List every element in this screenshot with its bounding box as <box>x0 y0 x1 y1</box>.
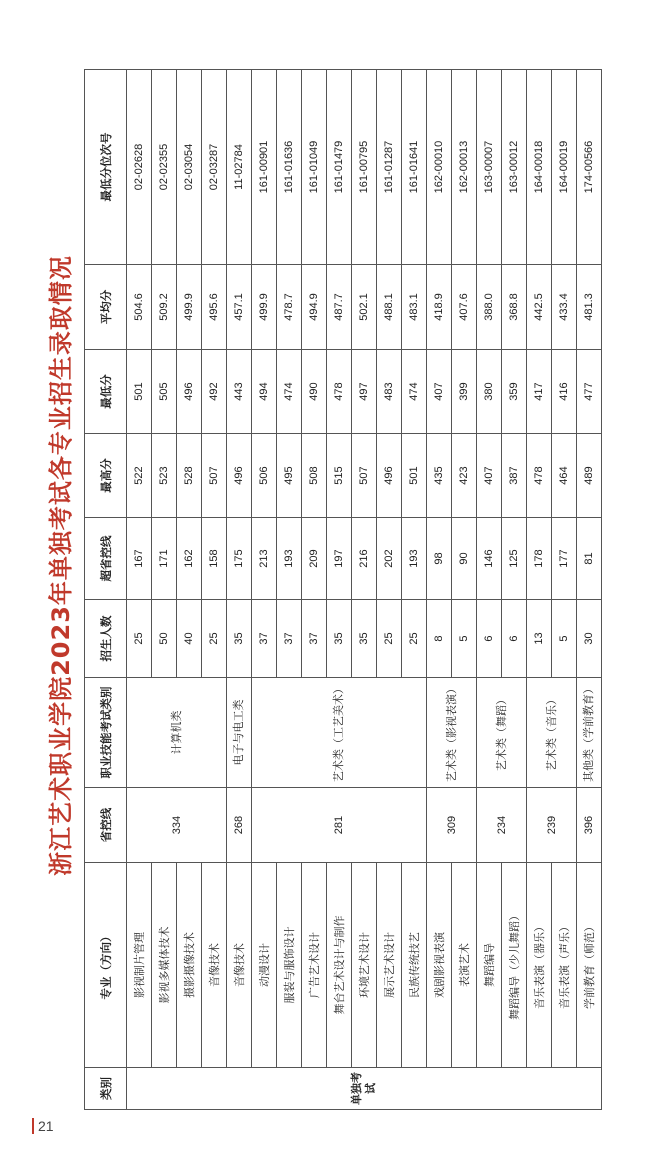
table-row <box>377 70 402 1110</box>
max-score-cell: 522 <box>127 434 152 518</box>
over-line-cell: 209 <box>302 518 327 600</box>
rank-cell: 11-02784 <box>227 70 252 265</box>
enroll-cell: 5 <box>452 600 477 678</box>
rank-cell: 162-00010 <box>427 70 452 265</box>
table-row <box>302 70 327 1110</box>
enroll-cell: 8 <box>427 600 452 678</box>
rank-cell: 161-00795 <box>352 70 377 265</box>
over-line-cell: 146 <box>477 518 502 600</box>
max-score-cell: 478 <box>527 434 552 518</box>
enroll-cell: 6 <box>477 600 502 678</box>
avg-score-cell: 502.1 <box>352 265 377 350</box>
avg-score-cell: 499.9 <box>252 265 277 350</box>
avg-score-cell: 509.2 <box>152 265 177 350</box>
rank-cell: 164-00018 <box>527 70 552 265</box>
over-line-cell: 125 <box>502 518 527 600</box>
table-row <box>277 70 302 1110</box>
max-score-cell: 508 <box>302 434 327 518</box>
avg-score-cell: 442.5 <box>527 265 552 350</box>
min-score-cell: 380 <box>477 350 502 434</box>
header-exam-type: 职业技能考试类别 <box>85 678 127 788</box>
major-cell: 戏剧影视表演 <box>427 863 452 1068</box>
over-line-cell: 213 <box>252 518 277 600</box>
major-cell: 影视多媒体技术 <box>152 863 177 1068</box>
min-score-cell: 478 <box>327 350 352 434</box>
table-row <box>552 70 577 1110</box>
avg-score-cell: 478.7 <box>277 265 302 350</box>
table-row <box>177 70 202 1110</box>
over-line-cell: 193 <box>402 518 427 600</box>
avg-score-cell: 481.3 <box>577 265 602 350</box>
rank-cell: 161-01636 <box>277 70 302 265</box>
table-row <box>577 70 602 1110</box>
enroll-cell: 5 <box>552 600 577 678</box>
over-line-cell: 193 <box>277 518 302 600</box>
max-score-cell: 489 <box>577 434 602 518</box>
max-score-cell: 496 <box>377 434 402 518</box>
avg-score-cell: 483.1 <box>402 265 427 350</box>
rank-cell: 164-00019 <box>552 70 577 265</box>
avg-score-cell: 495.6 <box>202 265 227 350</box>
major-cell: 舞蹈编导 <box>477 863 502 1068</box>
enroll-cell: 35 <box>352 600 377 678</box>
min-score-cell: 443 <box>227 350 252 434</box>
admission-table <box>84 69 602 1110</box>
control-line-cell: 396 <box>577 788 602 863</box>
major-cell: 舞蹈编导（少儿舞蹈） <box>502 863 527 1068</box>
major-cell: 影视制片管理 <box>127 863 152 1068</box>
max-score-cell: 501 <box>402 434 427 518</box>
max-score-cell: 515 <box>327 434 352 518</box>
min-score-cell: 483 <box>377 350 402 434</box>
avg-score-cell: 388.0 <box>477 265 502 350</box>
header-control-line: 省控线 <box>85 788 127 863</box>
enroll-cell: 25 <box>202 600 227 678</box>
table-row <box>427 70 452 1110</box>
over-line-cell: 177 <box>552 518 577 600</box>
table-row <box>527 70 552 1110</box>
enroll-cell: 25 <box>402 600 427 678</box>
avg-score-cell: 499.9 <box>177 265 202 350</box>
enroll-cell: 35 <box>227 600 252 678</box>
exam-type-cell: 艺术类（工艺美术） <box>252 678 427 788</box>
table-row <box>477 70 502 1110</box>
avg-score-cell: 488.1 <box>377 265 402 350</box>
exam-type-cell: 计算机类 <box>127 678 227 788</box>
rank-cell: 161-01479 <box>327 70 352 265</box>
enroll-cell: 37 <box>252 600 277 678</box>
avg-score-cell: 494.9 <box>302 265 327 350</box>
enroll-cell: 40 <box>177 600 202 678</box>
over-line-cell: 197 <box>327 518 352 600</box>
max-score-cell: 506 <box>252 434 277 518</box>
over-line-cell: 202 <box>377 518 402 600</box>
table-row <box>352 70 377 1110</box>
major-cell: 广告艺术设计 <box>302 863 327 1068</box>
enroll-cell: 25 <box>127 600 152 678</box>
major-cell: 表演艺术 <box>452 863 477 1068</box>
over-line-cell: 98 <box>427 518 452 600</box>
min-score-cell: 407 <box>427 350 452 434</box>
table-row <box>202 70 227 1110</box>
control-line-cell: 239 <box>527 788 577 863</box>
control-line-cell: 281 <box>252 788 427 863</box>
table-row <box>227 70 252 1110</box>
enroll-cell: 37 <box>302 600 327 678</box>
page-number: 21 <box>32 1118 54 1134</box>
enroll-cell: 25 <box>377 600 402 678</box>
min-score-cell: 474 <box>277 350 302 434</box>
header-max: 最高分 <box>85 434 127 518</box>
rank-cell: 163-00012 <box>502 70 527 265</box>
major-cell: 音乐表演（声乐） <box>552 863 577 1068</box>
avg-score-cell: 433.4 <box>552 265 577 350</box>
min-score-cell: 501 <box>127 350 152 434</box>
enroll-cell: 50 <box>152 600 177 678</box>
enroll-cell: 13 <box>527 600 552 678</box>
min-score-cell: 490 <box>302 350 327 434</box>
max-score-cell: 387 <box>502 434 527 518</box>
max-score-cell: 423 <box>452 434 477 518</box>
over-line-cell: 175 <box>227 518 252 600</box>
exam-type-cell: 艺术类（音乐） <box>527 678 577 788</box>
max-score-cell: 495 <box>277 434 302 518</box>
enroll-cell: 35 <box>327 600 352 678</box>
exam-type-cell: 艺术类（影视表演） <box>427 678 477 788</box>
major-cell: 环境艺术设计 <box>352 863 377 1068</box>
page-title-wrap <box>38 240 78 890</box>
min-score-cell: 359 <box>502 350 527 434</box>
min-score-cell: 492 <box>202 350 227 434</box>
min-score-cell: 477 <box>577 350 602 434</box>
major-cell: 动漫设计 <box>252 863 277 1068</box>
rank-cell: 161-01287 <box>377 70 402 265</box>
min-score-cell: 399 <box>452 350 477 434</box>
table-row <box>152 70 177 1110</box>
avg-score-cell: 407.6 <box>452 265 477 350</box>
major-cell: 学前教育（师范） <box>577 863 602 1068</box>
over-line-cell: 178 <box>527 518 552 600</box>
enroll-cell: 6 <box>502 600 527 678</box>
min-score-cell: 496 <box>177 350 202 434</box>
table-row <box>452 70 477 1110</box>
over-line-cell: 216 <box>352 518 377 600</box>
major-cell: 舞台艺术设计与制作 <box>327 863 352 1068</box>
rank-cell: 174-00566 <box>577 70 602 265</box>
major-cell: 展示艺术设计 <box>377 863 402 1068</box>
admission-table-container <box>84 70 602 1110</box>
major-cell: 音乐表演（器乐） <box>527 863 552 1068</box>
control-line-cell: 268 <box>227 788 252 863</box>
max-score-cell: 407 <box>477 434 502 518</box>
header-enroll: 招生人数 <box>85 600 127 678</box>
avg-score-cell: 504.6 <box>127 265 152 350</box>
table-row <box>327 70 352 1110</box>
control-line-cell: 309 <box>427 788 477 863</box>
rank-cell: 02-03287 <box>202 70 227 265</box>
max-score-cell: 435 <box>427 434 452 518</box>
major-cell: 民族传统技艺 <box>402 863 427 1068</box>
header-major: 专业（方向） <box>85 863 127 1068</box>
control-line-cell: 234 <box>477 788 527 863</box>
max-score-cell: 507 <box>202 434 227 518</box>
page-title: 浙江艺术职业学院2023年单独考试各专业招生录取情况 <box>46 254 75 876</box>
min-score-cell: 494 <box>252 350 277 434</box>
category-cell: 单独考试 <box>127 1068 602 1110</box>
enroll-cell: 37 <box>277 600 302 678</box>
rank-cell: 02-02628 <box>127 70 152 265</box>
max-score-cell: 523 <box>152 434 177 518</box>
over-line-cell: 171 <box>152 518 177 600</box>
min-score-cell: 417 <box>527 350 552 434</box>
over-line-cell: 81 <box>577 518 602 600</box>
over-line-cell: 158 <box>202 518 227 600</box>
rank-cell: 162-00013 <box>452 70 477 265</box>
major-cell: 摄影摄像技术 <box>177 863 202 1068</box>
min-score-cell: 505 <box>152 350 177 434</box>
table-row <box>402 70 427 1110</box>
rank-cell: 161-00901 <box>252 70 277 265</box>
avg-score-cell: 368.8 <box>502 265 527 350</box>
major-cell: 音像技术 <box>227 863 252 1068</box>
header-row <box>85 70 127 1110</box>
over-line-cell: 90 <box>452 518 477 600</box>
min-score-cell: 474 <box>402 350 427 434</box>
major-cell: 音像技术 <box>202 863 227 1068</box>
over-line-cell: 162 <box>177 518 202 600</box>
enroll-cell: 30 <box>577 600 602 678</box>
header-min: 最低分 <box>85 350 127 434</box>
major-cell: 服装与服饰设计 <box>277 863 302 1068</box>
rank-cell: 02-02355 <box>152 70 177 265</box>
header-avg: 平均分 <box>85 265 127 350</box>
table-row <box>127 70 152 1110</box>
max-score-cell: 464 <box>552 434 577 518</box>
exam-type-cell: 电子与电工类 <box>227 678 252 788</box>
over-line-cell: 167 <box>127 518 152 600</box>
avg-score-cell: 487.7 <box>327 265 352 350</box>
header-category: 类别 <box>85 1068 127 1110</box>
rank-cell: 161-01641 <box>402 70 427 265</box>
exam-type-cell: 艺术类（舞蹈） <box>477 678 527 788</box>
avg-score-cell: 457.1 <box>227 265 252 350</box>
max-score-cell: 496 <box>227 434 252 518</box>
control-line-cell: 334 <box>127 788 227 863</box>
rank-cell: 163-00007 <box>477 70 502 265</box>
rank-cell: 161-01049 <box>302 70 327 265</box>
rank-cell: 02-03054 <box>177 70 202 265</box>
min-score-cell: 497 <box>352 350 377 434</box>
max-score-cell: 507 <box>352 434 377 518</box>
exam-type-cell: 其他类（学前教育） <box>577 678 602 788</box>
max-score-cell: 528 <box>177 434 202 518</box>
table-row <box>502 70 527 1110</box>
avg-score-cell: 418.9 <box>427 265 452 350</box>
table-row <box>252 70 277 1110</box>
header-rank: 最低分位次号 <box>85 70 127 265</box>
header-over-line: 超省控线 <box>85 518 127 600</box>
min-score-cell: 416 <box>552 350 577 434</box>
